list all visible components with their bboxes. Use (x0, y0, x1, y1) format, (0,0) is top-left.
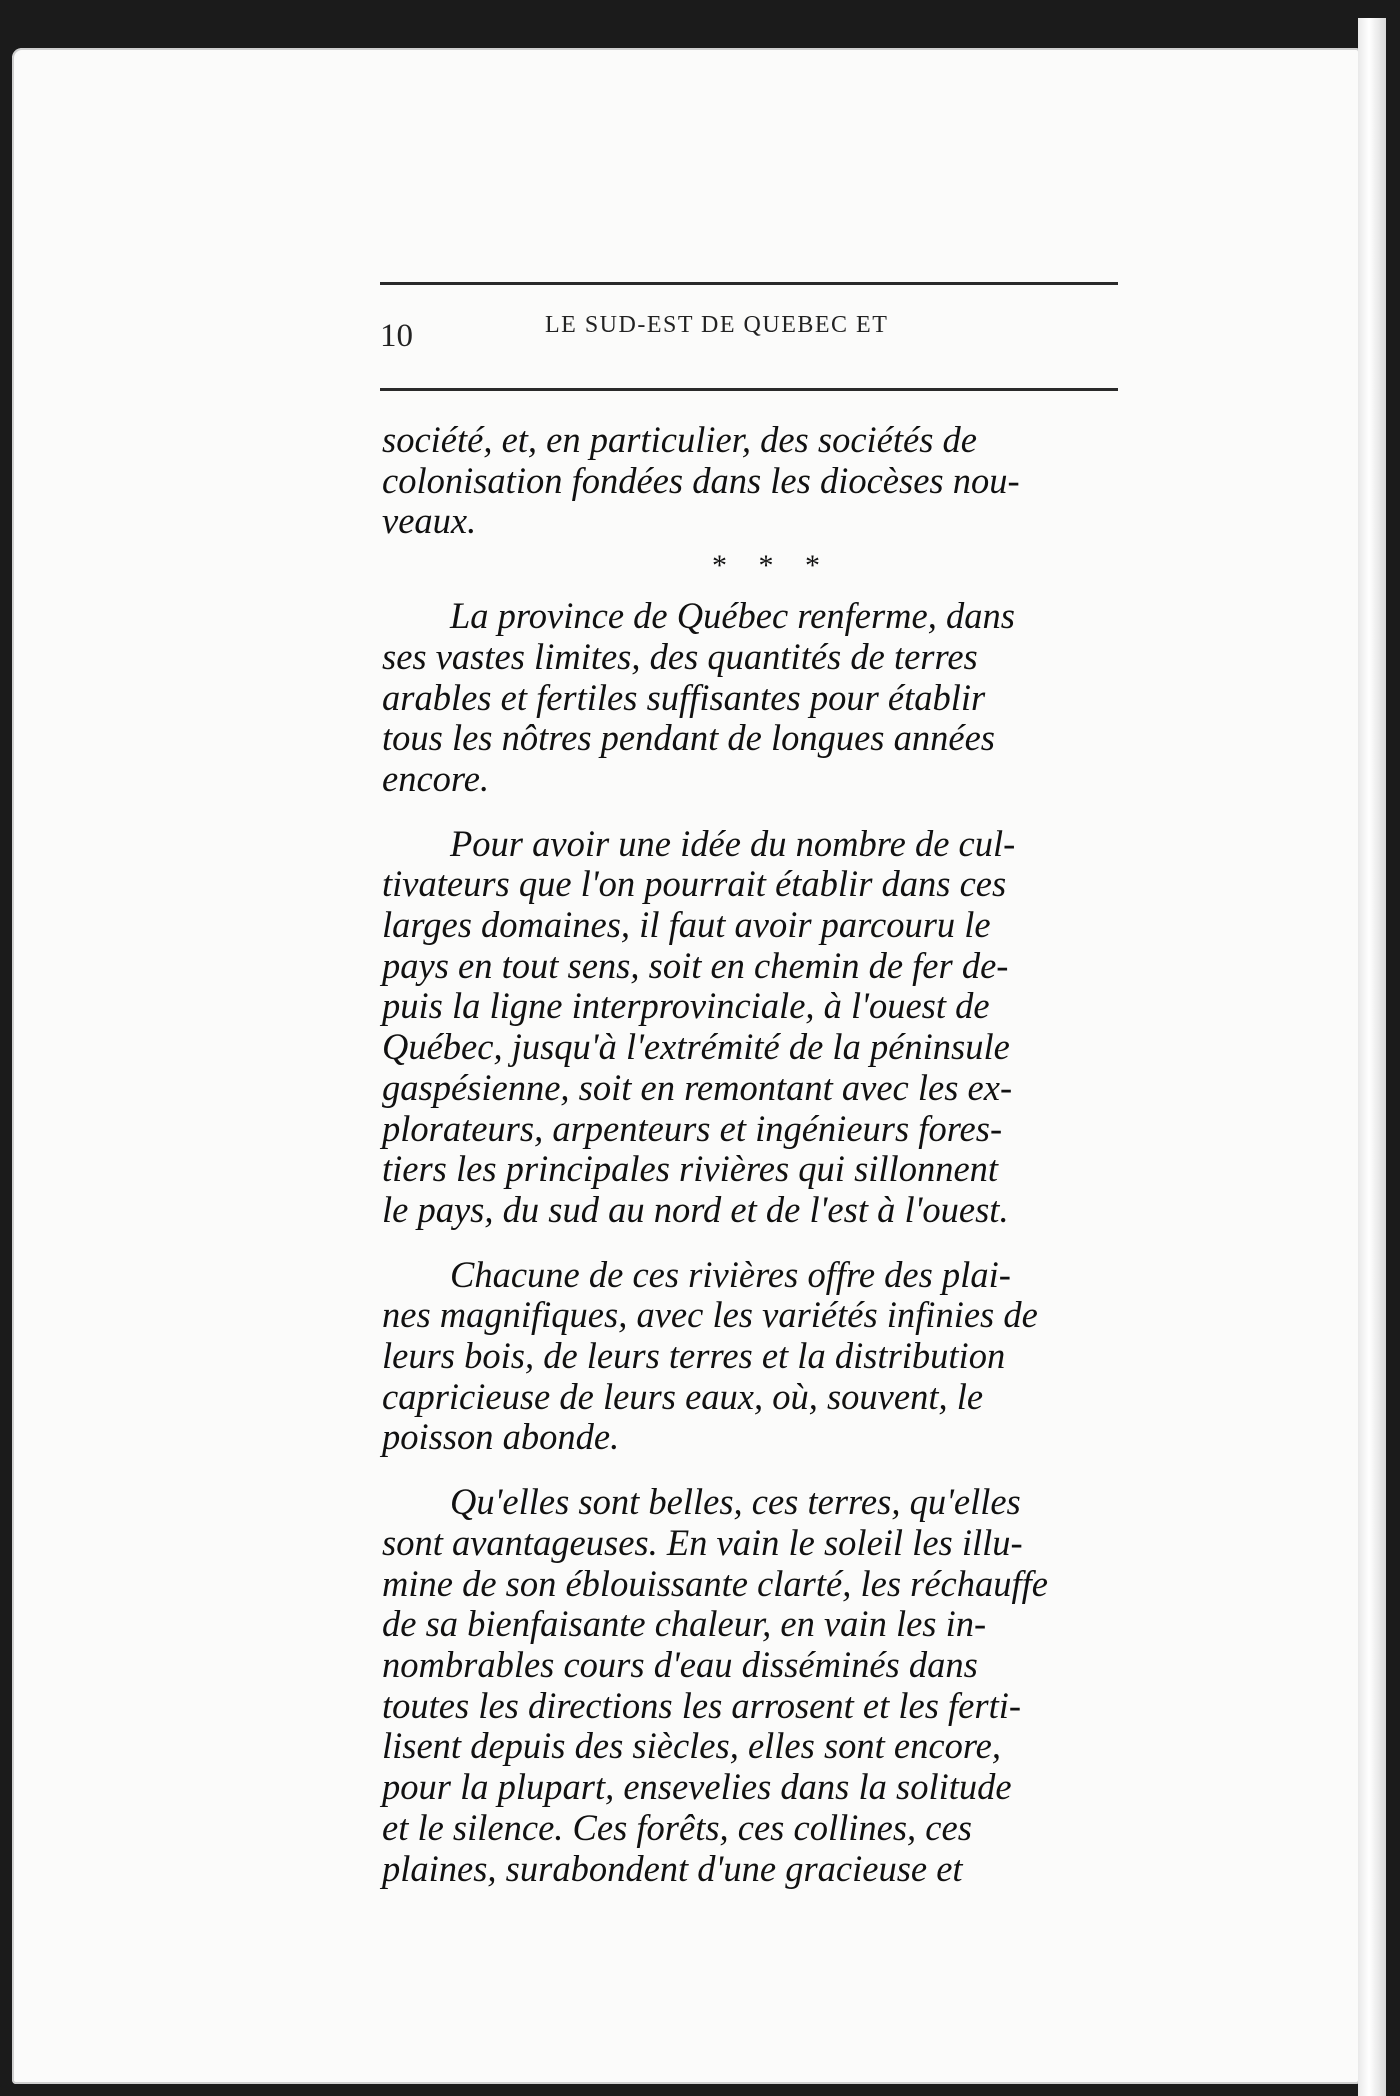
body-text (382, 420, 1122, 1889)
text-line: Qu'elles sont belles, ces terres, qu'elles (450, 1481, 1021, 1523)
page-edge (1358, 18, 1386, 2096)
text-line: sont avantageuses. En vain le soleil les illu- (382, 1521, 1023, 1563)
text-line: nombrables cours d'eau disséminés dans (382, 1643, 978, 1685)
paragraph-2 (382, 596, 1122, 800)
text-line: toutes les directions les arrosent et les ferti- (382, 1684, 1021, 1726)
text-line: plaines, surabondent d'une gracieuse et (382, 1847, 963, 1889)
page-number: 10 (380, 318, 413, 354)
text-line: capricieuse de leurs eaux, où, souvent, le (382, 1375, 984, 1417)
text-line: plorateurs, arpenteurs et ingénieurs fores- (382, 1107, 1003, 1149)
paragraph-5 (382, 1482, 1122, 1889)
text-line: lisent depuis des siècles, elles sont encore, (382, 1725, 1002, 1767)
text-line: veaux. (382, 500, 477, 542)
text-line: arables et fertiles suffisantes pour établir (382, 676, 986, 718)
text-line: pays en tout sens, soit en chemin de fer de- (382, 944, 1009, 986)
text-line: Pour avoir une idée du nombre de cul- (450, 822, 1016, 864)
text-line: tivateurs que l'on pourrait établir dans ces (382, 863, 1007, 905)
text-line: La province de Québec renferme, dans (450, 595, 1015, 637)
header-rule-top (380, 282, 1118, 285)
text-line: ses vastes limites, des quantités de terres (382, 635, 978, 677)
text-line: pour la plupart, ensevelies dans la solitude (382, 1766, 1012, 1808)
text-line: colonisation fondées dans les diocèses nou- (382, 459, 1020, 501)
paragraph-4 (382, 1255, 1122, 1459)
section-separator: * * * (712, 549, 832, 583)
text-line: tous les nôtres pendant de longues années (382, 717, 995, 759)
text-line: mine de son éblouissante clarté, les réchauffe (382, 1562, 1048, 1604)
text-line: puis la ligne interprovinciale, à l'ouest de (382, 985, 990, 1027)
text-line: larges domaines, il faut avoir parcouru le (382, 904, 991, 946)
paragraph-3 (382, 824, 1122, 1231)
header-rule-bottom (380, 388, 1118, 391)
running-head: LE SUD-EST DE QUEBEC ET (545, 312, 889, 338)
text-line: encore. (382, 757, 490, 799)
text-line: société, et, en particulier, des sociétés de (382, 419, 977, 460)
text-line: Québec, jusqu'à l'extrémité de la péninsule (382, 1026, 1010, 1068)
text-line: le pays, du sud au nord et de l'est à l'ouest. (382, 1188, 1009, 1230)
text-line: leurs bois, de leurs terres et la distribution (382, 1335, 1006, 1377)
text-line: gaspésienne, soit en remontant avec les ex- (382, 1066, 1013, 1108)
text-line: poisson abonde. (382, 1416, 620, 1458)
paragraph-1 (382, 420, 1122, 542)
text-line: Chacune de ces rivières offre des plai- (450, 1253, 1011, 1295)
text-line: nes magnifiques, avec les variétés infinies de (382, 1294, 1038, 1336)
text-line: et le silence. Ces forêts, ces collines, ces (382, 1806, 972, 1848)
text-line: de sa bienfaisante chaleur, en vain les in- (382, 1603, 987, 1645)
text-line: tiers les principales rivières qui sillonnent (382, 1148, 999, 1190)
